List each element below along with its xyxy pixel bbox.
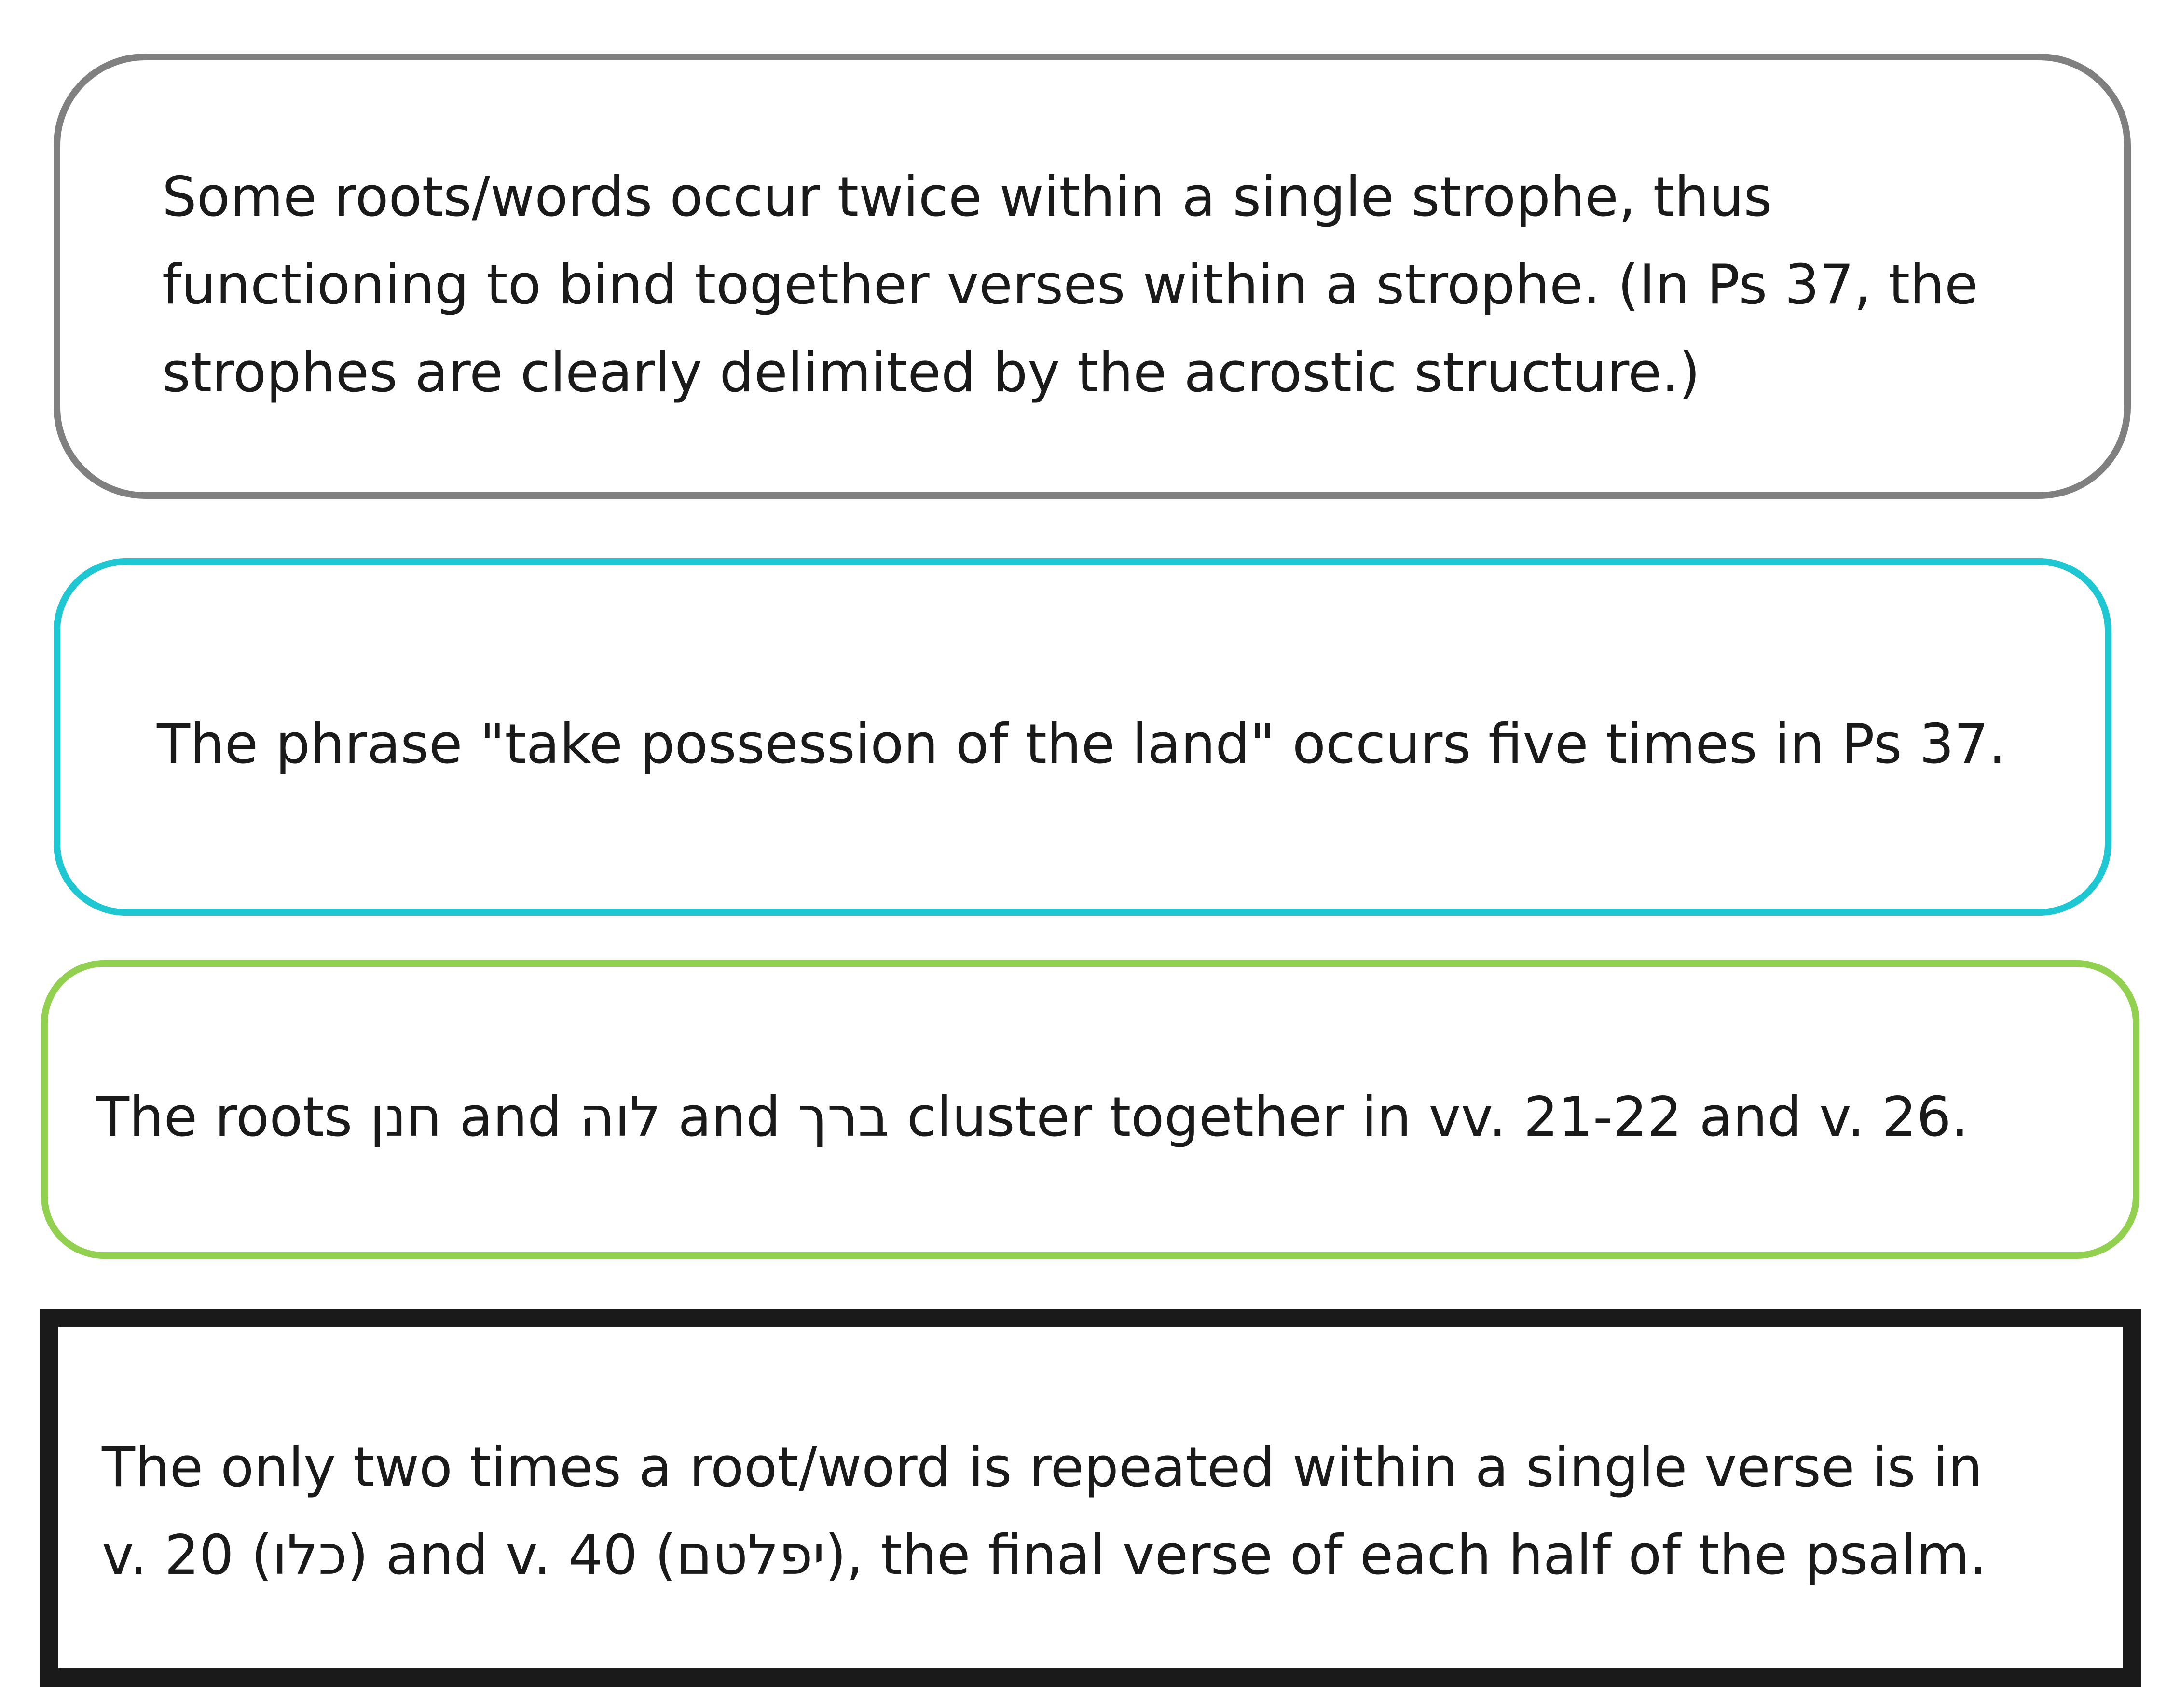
text-segment: and (442, 1085, 579, 1149)
note-box-strophe-repetition (54, 54, 2131, 499)
note-box-take-possession (54, 558, 2111, 916)
note-box-verse-repetition (40, 1309, 2141, 1687)
hebrew-word: כלו (272, 1523, 347, 1587)
text-segment: and (660, 1085, 798, 1149)
text-segment: The roots (96, 1085, 370, 1149)
hebrew-word: לוה (579, 1085, 661, 1149)
note-text (96, 1073, 2122, 1161)
text-segment: ), the final verse of each half of the psalm. (825, 1523, 1987, 1587)
note-text: Some roots/words occur twice within a single strophe, thus functioning to bind together verses within a strophe. (In Ps 37, the strophes are clearly delimited by the acrostic structure.) (162, 165, 1978, 404)
text-segment: The only two times a root/word is repeated within a single verse is in v. 20 ( (102, 1435, 1983, 1587)
hebrew-word: חנן (370, 1085, 442, 1149)
text-segment: ) and v. 40 ( (347, 1523, 676, 1587)
note-text: The phrase "take possession of the land" occurs five times in Ps 37. (157, 712, 2006, 776)
hebrew-word: ברך (798, 1085, 890, 1149)
note-box-root-cluster (41, 960, 2139, 1259)
text-segment: cluster together in vv. 21-22 and v. 26. (889, 1085, 1969, 1149)
hebrew-word: יפלטם (676, 1523, 825, 1587)
note-text (102, 1423, 2128, 1599)
